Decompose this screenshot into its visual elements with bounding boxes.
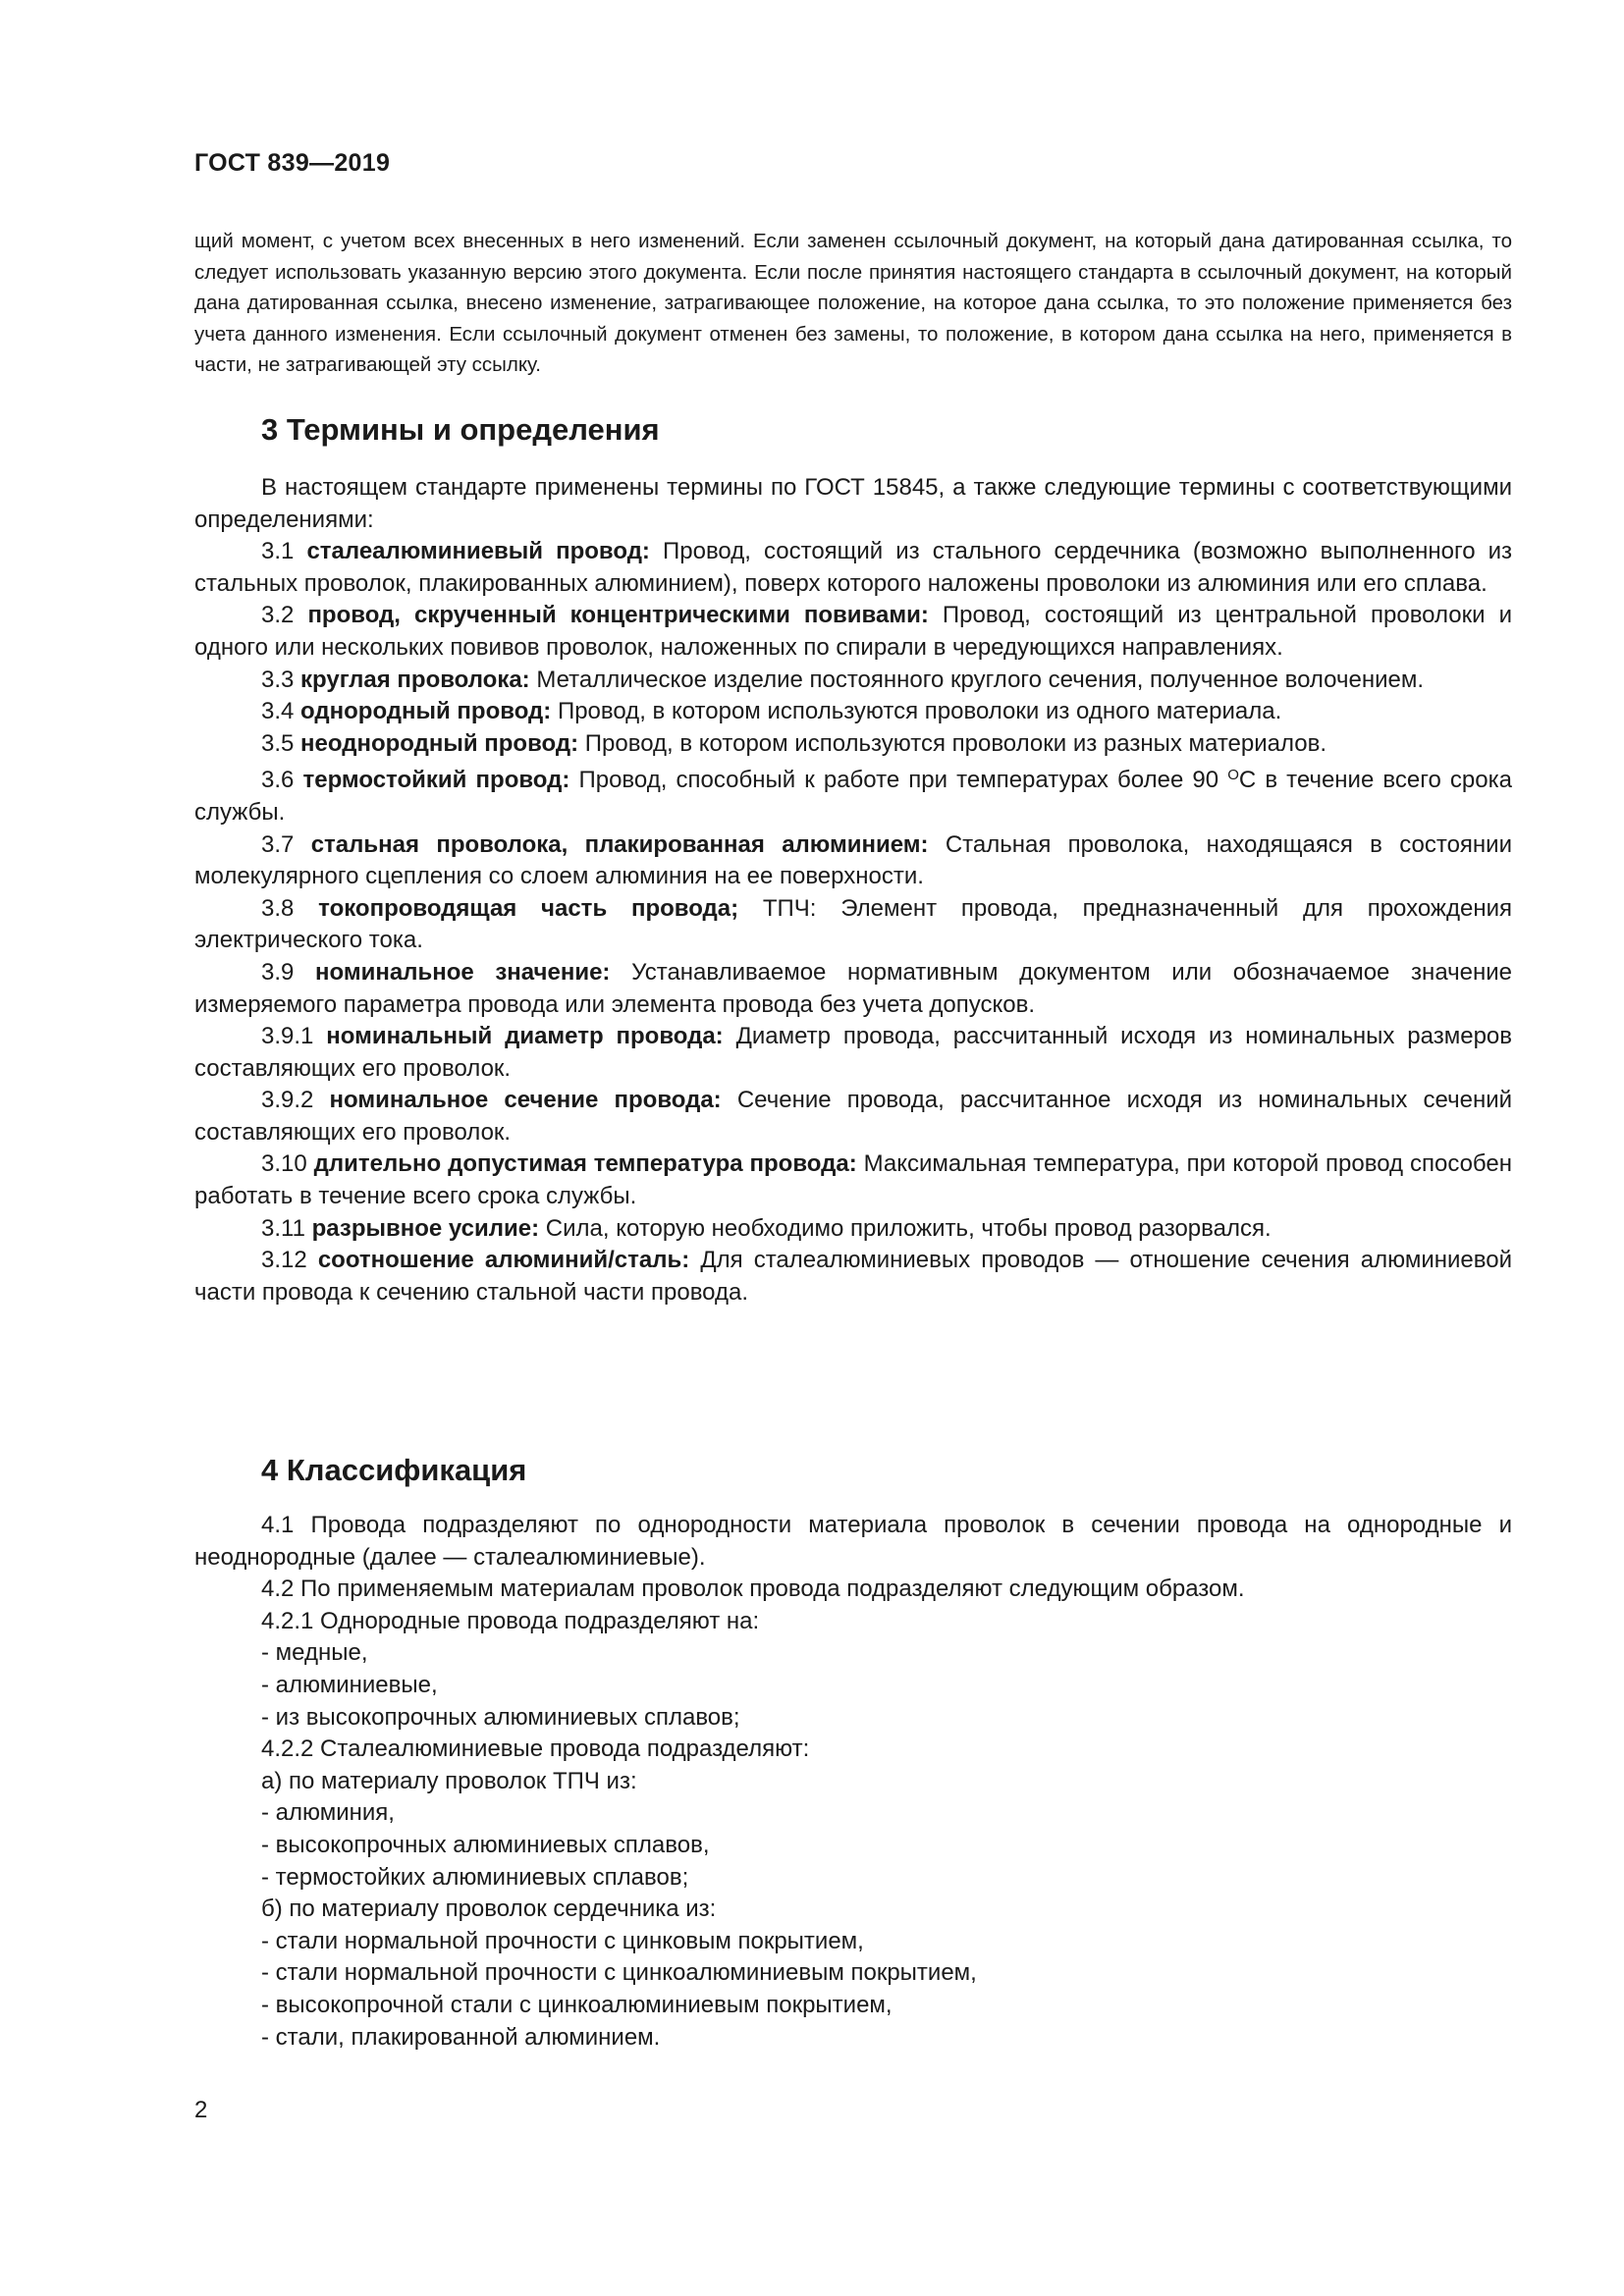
- clause-line: 4.2.1 Однородные провода подразделяют на:: [261, 1607, 760, 1634]
- term-definition: [194, 1021, 1512, 1085]
- list-item: - стали, плакированной алюминием.: [261, 2023, 661, 2051]
- list-item: а) по материалу проволок ТПЧ из:: [261, 1767, 637, 1794]
- list-item: - алюминиевые,: [261, 1671, 438, 1698]
- term-definition-text: Для сталеалюминиевых проводов — отношение сечения алюминиевой части провода к сечению стальной части провода.: [194, 1247, 1513, 1306]
- term-definition-text: Провод, способный к работе при температурах более 90: [578, 767, 1228, 794]
- term-number: 3.9: [261, 958, 295, 986]
- term-definition: [194, 696, 1512, 728]
- term-name: длительно допустимая температура провода:: [313, 1150, 857, 1178]
- list-item: - термостойких алюминиевых сплавов;: [261, 1863, 689, 1891]
- term-number: 3.2: [261, 602, 295, 629]
- term-definition-text: С в течение всего срока службы.: [194, 767, 1512, 826]
- section-3-body: [194, 472, 1512, 1308]
- term-number: 3.9.1: [261, 1023, 314, 1050]
- term-name: токопроводящая часть провода;: [318, 894, 739, 922]
- term-name: провод, скрученный концентрическими повивами:: [307, 602, 929, 629]
- term-definition: [194, 957, 1512, 1021]
- term-number: 3.8: [261, 894, 295, 922]
- term-definition-text: Провод, состоящий из центральной проволоки и одного или нескольких повивов проволок, наложенных по спирали в чередующихся направлениях.: [194, 602, 1512, 661]
- list-item: - высокопрочной стали с цинкоалюминиевым покрытием,: [261, 1991, 893, 2018]
- term-definition-text: Стальная проволока, находящаяся в состоянии молекулярного сцепления со слоем алюминия на ее поверхности.: [194, 830, 1512, 890]
- list-item: - медные,: [261, 1639, 368, 1667]
- section-3-lead: В настоящем стандарте применены термины по ГОСТ 15845, а также следующие термины с соответствующими определениями:: [194, 474, 1512, 533]
- list-item: - стали нормальной прочности с цинковым покрытием,: [261, 1927, 864, 1954]
- term-definition-text: Металлическое изделие постоянного круглого сечения, полученное волочением.: [536, 666, 1425, 693]
- term-name: круглая проволока:: [300, 666, 530, 693]
- clause-line: 4.2 По применяемым материалам проволок провода подразделяют следующим образом.: [261, 1575, 1245, 1603]
- term-name: номинальный диаметр провода:: [326, 1023, 724, 1050]
- term-number: 3.5: [261, 729, 295, 757]
- list-item: - высокопрочных алюминиевых сплавов,: [261, 1831, 710, 1858]
- clause-4-1: 4.1 Провода подразделяют по однородности материала проволок в сечении провода на однородные и неоднородные (далее — сталеалюминиевые).: [194, 1512, 1512, 1571]
- term-definition-text: Провод, состоящий из стального сердечника (возможно выполненного из стальных проволок, плакированных алюминием), поверх которого наложены проволоки из алюминия или его сплава.: [194, 538, 1513, 597]
- term-definition: [194, 1085, 1512, 1148]
- term-number: 3.11: [261, 1214, 305, 1242]
- term-name: сталеалюминиевый провод:: [306, 538, 650, 565]
- term-name: стальная проволока, плакированная алюминием:: [310, 830, 929, 858]
- term-name: разрывное усилие:: [311, 1214, 540, 1242]
- term-definition: [194, 893, 1512, 957]
- term-number: 3.3: [261, 666, 295, 693]
- list-item: - алюминия,: [261, 1799, 395, 1827]
- page-number: 2: [194, 2097, 208, 2123]
- term-definition: [194, 829, 1512, 893]
- list-item: - стали нормальной прочности с цинкоалюминиевым покрытием,: [261, 1959, 977, 1987]
- intro-paragraph: щий момент, с учетом всех внесенных в него изменений. Если заменен ссылочный документ, на который дана датированная ссылка, то следует использовать указанную версию этого документа. Если после принятия настоящего стандарта в ссылочный документ, на который дана датированная ссылка, внесено изменение, затрагивающее положение, на которое дана ссылка, то это положение применяется без учета данного изменения. Если ссылочный документ отменен без замены, то положение, в котором дана ссылка на него, применяется в части, не затрагивающей эту ссылку.: [194, 230, 1512, 376]
- term-definition: [194, 1213, 1512, 1246]
- term-number: 3.4: [261, 698, 295, 725]
- term-definition-text: Максимальная температура, при которой провод способен работать в течение всего срока службы.: [194, 1150, 1513, 1210]
- term-name: термостойкий провод:: [302, 767, 570, 794]
- terms-list: [194, 536, 1512, 1308]
- term-number: 3.6: [261, 767, 295, 794]
- term-name: однородный провод:: [300, 698, 552, 725]
- term-name: неоднородный провод:: [300, 729, 579, 757]
- term-number: 3.12: [261, 1247, 307, 1274]
- term-definition: [194, 665, 1512, 697]
- term-name: номинальное сечение провода:: [329, 1087, 722, 1114]
- section-4-heading: 4 Классификация: [261, 1453, 527, 1487]
- section-3-heading: 3 Термины и определения: [261, 412, 660, 447]
- term-definition: [194, 600, 1512, 664]
- term-definition-text: Диаметр провода, рассчитанный исходя из номинальных размеров составляющих его проволок.: [194, 1023, 1513, 1082]
- degree-superscript: О: [1227, 767, 1239, 784]
- term-definition-text: ТПЧ: Элемент провода, предназначенный для прохождения электрического тока.: [194, 894, 1512, 954]
- term-definition-text: Сила, которую необходимо приложить, чтобы провод разорвался.: [545, 1214, 1272, 1242]
- term-definition-text: Сечение провода, рассчитанное исходя из номинальных сечений составляющих его проволок.: [194, 1087, 1513, 1146]
- term-definition: [194, 536, 1512, 600]
- term-number: 3.9.2: [261, 1087, 314, 1114]
- document-header: ГОСТ 839—2019: [194, 149, 391, 177]
- term-definition-text: Устанавливаемое нормативным документом или обозначаемое значение измеряемого параметра провода или элемента провода без учета допусков.: [194, 958, 1512, 1018]
- term-definition: [194, 1148, 1512, 1212]
- term-number: 3.7: [261, 830, 295, 858]
- list-item: б) по материалу проволок сердечника из:: [261, 1896, 717, 1923]
- list-item: - из высокопрочных алюминиевых сплавов;: [261, 1703, 740, 1731]
- term-name: соотношение алюминий/сталь:: [317, 1247, 690, 1274]
- term-definition: [194, 1245, 1512, 1308]
- term-definition-text: Провод, в котором используются проволоки из разных материалов.: [584, 729, 1327, 757]
- section-4-body: [194, 1510, 1512, 2054]
- term-definition-text: Провод, в котором используются проволоки из одного материала.: [557, 698, 1282, 725]
- term-number: 3.1: [261, 538, 295, 565]
- clause-line: 4.2.2 Сталеалюминиевые провода подразделяют:: [261, 1735, 810, 1763]
- term-name: номинальное значение:: [315, 958, 611, 986]
- term-definition: [194, 760, 1512, 828]
- term-definition: [194, 728, 1512, 761]
- term-number: 3.10: [261, 1150, 307, 1178]
